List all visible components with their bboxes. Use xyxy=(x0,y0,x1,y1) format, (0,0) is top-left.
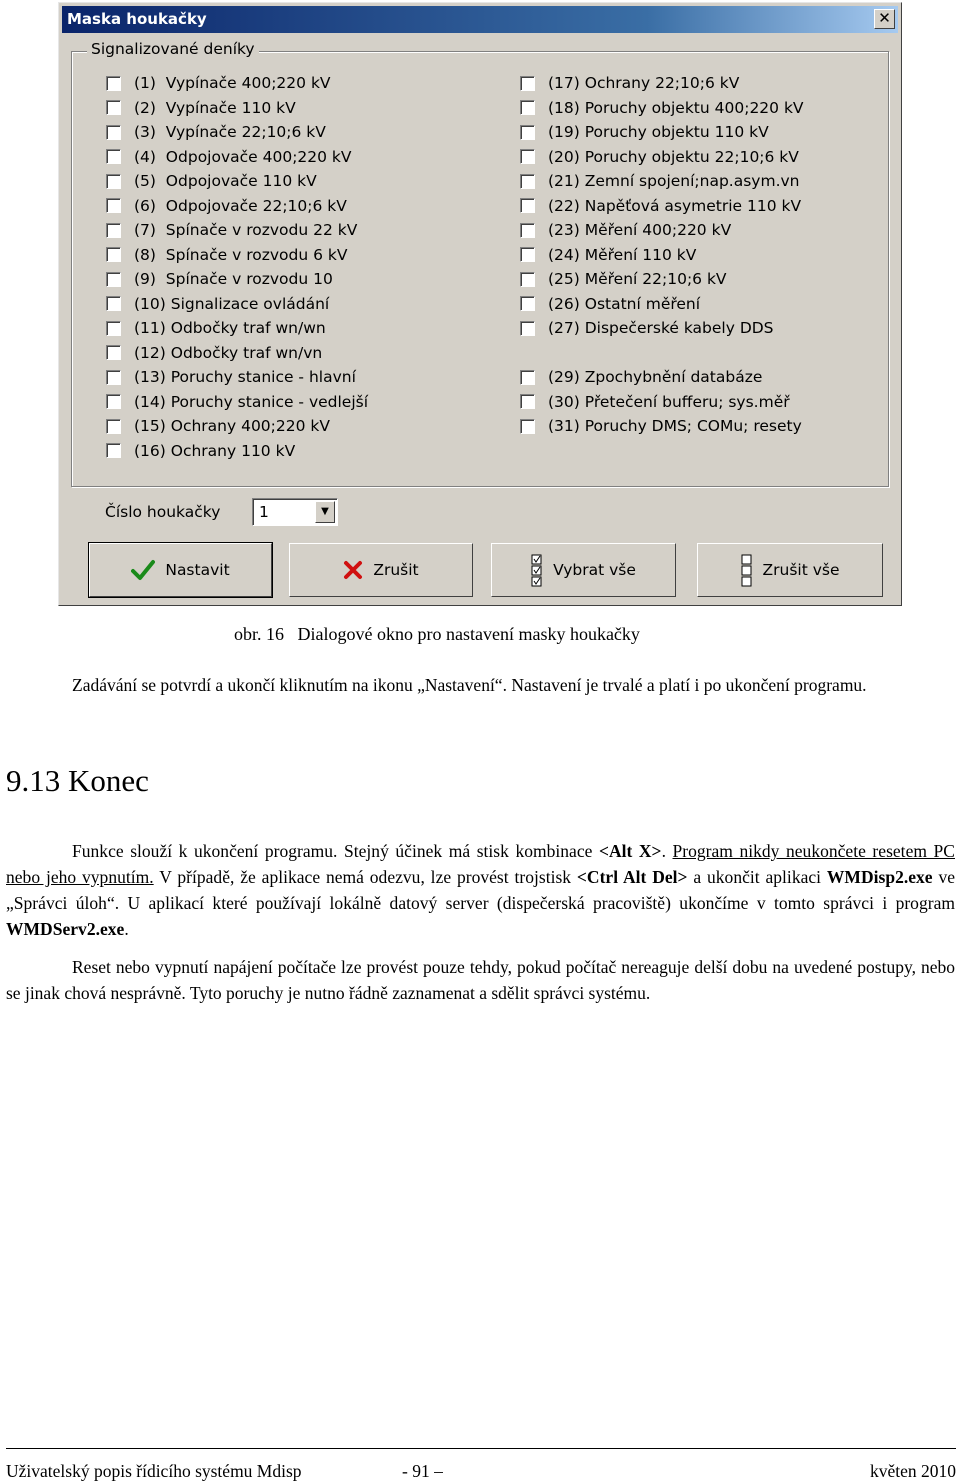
checkbox-label: (1) Vypínače 400;220 kV xyxy=(134,74,331,92)
left-checkbox-row[interactable] xyxy=(106,342,322,364)
zrusit-button[interactable] xyxy=(289,543,473,597)
footer-page-number: - 91 – xyxy=(402,1461,443,1481)
right-checkbox-row[interactable] xyxy=(520,391,790,413)
checkbox[interactable] xyxy=(106,394,121,409)
cancel-x-icon xyxy=(343,560,363,580)
right-checkbox-row[interactable] xyxy=(520,366,762,388)
p2-alt-x: <Alt X> xyxy=(598,841,662,861)
p2-wmdisp: WMDisp2.exe xyxy=(826,867,933,887)
right-checkbox-row[interactable] xyxy=(520,146,799,168)
left-checkbox-row[interactable] xyxy=(106,195,347,217)
right-checkbox-row[interactable] xyxy=(520,244,696,266)
checkbox-label: (7) Spínače v rozvodu 22 kV xyxy=(134,221,358,239)
section-heading: 9.13 Konec xyxy=(6,763,149,798)
checkbox[interactable] xyxy=(520,174,535,189)
footer-right: květen 2010 xyxy=(869,1461,956,1481)
vybrat-vse-button[interactable] xyxy=(491,543,676,597)
p2-text-b: . xyxy=(661,841,673,861)
close-button[interactable]: ✕ xyxy=(874,9,895,29)
paragraph-1: Zadávání se potvrdí a ukončí kliknutím na ikonu „Nastavení“. Nastavení je trvalé a platí i po ukončení programu. xyxy=(72,675,867,695)
checkbox[interactable] xyxy=(520,198,535,213)
p2-ctrl-alt-del: <Ctrl Alt Del> xyxy=(576,867,688,887)
checkbox[interactable] xyxy=(106,272,121,287)
right-checkbox-row[interactable] xyxy=(520,170,800,192)
figure-caption: obr. 16 Dialogové okno pro nastavení masky houkačky xyxy=(234,624,640,644)
checkbox-label: (13) Poruchy stanice - hlavní xyxy=(134,368,356,386)
checkbox-label: (11) Odbočky traf wn/wn xyxy=(134,319,326,337)
checkbox[interactable] xyxy=(106,370,121,385)
dialog-window xyxy=(58,2,902,606)
cislo-houkacky-label: Číslo houkačky xyxy=(105,503,221,521)
checkbox-label: (18) Poruchy objektu 400;220 kV xyxy=(548,98,804,117)
checkbox-label: (23) Měření 400;220 kV xyxy=(548,221,732,239)
checkbox[interactable] xyxy=(520,296,535,311)
right-checkbox-row[interactable] xyxy=(520,97,804,119)
checkbox-label: (26) Ostatní měření xyxy=(548,294,701,313)
p2-text-f: . xyxy=(124,919,129,939)
checkbox[interactable] xyxy=(106,223,121,238)
right-checkbox-row[interactable] xyxy=(520,195,801,217)
checkbox-label: (14) Poruchy stanice - vedlejší xyxy=(134,392,369,411)
p2-warning-underline: Program nikdy neukončete resetem PC nebo jeho vypnutím. xyxy=(6,841,955,887)
left-checkbox-row[interactable] xyxy=(106,415,330,437)
checkbox-label: (30) Přetečení bufferu; sys.měř xyxy=(548,392,790,411)
left-checkbox-row[interactable] xyxy=(106,72,331,94)
left-checkbox-row[interactable] xyxy=(106,170,317,192)
left-checkbox-row[interactable] xyxy=(106,97,296,119)
zrusit-label: Zrušit xyxy=(373,561,419,579)
left-checkbox-row[interactable] xyxy=(106,440,295,462)
checkbox-label: (9) Spínače v rozvodu 10 xyxy=(134,270,333,288)
select-value: 1 xyxy=(259,503,269,521)
nastavit-button[interactable] xyxy=(89,543,272,597)
checkbox-label: (21) Zemní spojení;nap.asym.vn xyxy=(548,172,800,190)
left-checkbox-row[interactable] xyxy=(106,146,352,168)
left-checkbox-row[interactable] xyxy=(106,244,347,266)
checkbox[interactable] xyxy=(106,125,121,140)
right-checkbox-row[interactable] xyxy=(520,415,802,437)
group-label: Signalizované deníky xyxy=(87,40,259,58)
checkbox-label: (8) Spínače v rozvodu 6 kV xyxy=(134,245,348,264)
checkbox-label: (31) Poruchy DMS; COMu; resety xyxy=(548,417,802,435)
left-checkbox-row[interactable] xyxy=(106,366,356,388)
footer-divider xyxy=(6,1448,956,1449)
left-checkbox-row[interactable] xyxy=(106,219,357,241)
paragraph-2 xyxy=(6,838,955,942)
p2-wmdserv: WMDServ2.exe xyxy=(6,919,125,939)
checkbox[interactable] xyxy=(520,370,535,385)
checkbox[interactable] xyxy=(106,149,121,164)
right-checkbox-row[interactable] xyxy=(520,317,774,339)
left-checkbox-row[interactable] xyxy=(106,293,329,315)
checkbox[interactable] xyxy=(106,345,121,360)
p2-text-c: V případě, že aplikace nemá odezvu, lze provést trojstisk xyxy=(153,867,577,887)
checkbox[interactable] xyxy=(520,223,535,238)
zrusit-vse-label: Zrušit vše xyxy=(762,561,840,579)
checkbox-label: (22) Napěťová asymetrie 110 kV xyxy=(548,196,802,215)
right-checkbox-row[interactable] xyxy=(520,268,727,290)
checkbox[interactable] xyxy=(520,394,535,409)
right-checkbox-row[interactable] xyxy=(520,219,731,241)
left-checkbox-row[interactable] xyxy=(106,317,326,339)
checkbox-label: (12) Odbočky traf wn/vn xyxy=(134,343,323,362)
checkbox-label: (15) Ochrany 400;220 kV xyxy=(134,417,330,435)
checkbox[interactable] xyxy=(106,247,121,262)
cislo-houkacky-select[interactable] xyxy=(252,498,338,526)
checkbox-label: (25) Měření 22;10;6 kV xyxy=(548,270,727,288)
checkbox-label: (2) Vypínače 110 kV xyxy=(134,98,296,117)
checkbox-label: (24) Měření 110 kV xyxy=(548,245,697,264)
checkbox[interactable] xyxy=(106,296,121,311)
checkbox-label: (29) Zpochybnění databáze xyxy=(548,368,763,386)
dialog-title: Maska houkačky xyxy=(67,10,207,28)
left-checkbox-row[interactable] xyxy=(106,268,333,290)
checkbox-label: (20) Poruchy objektu 22;10;6 kV xyxy=(548,147,799,166)
chevron-down-icon[interactable]: ▼ xyxy=(315,501,335,523)
p2-text-e: ve „Správci úloh“. U aplikací které používají lokálně datový server (dispečerská pracoviště) ukončíme v tomto správci i program xyxy=(6,867,955,913)
checkbox-label: (6) Odpojovače 22;10;6 kV xyxy=(134,196,347,215)
checkbox-label: (27) Dispečerské kabely DDS xyxy=(548,319,774,337)
checkbox[interactable] xyxy=(520,321,535,336)
checked-boxes-icon xyxy=(531,553,543,587)
checkbox[interactable] xyxy=(106,100,121,115)
zrusit-vse-button[interactable] xyxy=(697,543,883,597)
checkbox[interactable] xyxy=(520,247,535,262)
checkbox[interactable] xyxy=(106,443,121,458)
p2-text-d: a ukončit aplikaci xyxy=(687,867,827,887)
nastavit-label: Nastavit xyxy=(165,561,230,579)
checkbox[interactable] xyxy=(520,100,535,115)
checkbox[interactable] xyxy=(106,419,121,434)
left-checkbox-row[interactable] xyxy=(106,391,368,413)
paragraph-3: Reset nebo vypnutí napájení počítače lze provést pouze tehdy, pokud počítač nereaguje delší dobu na uvedené postupy, nebo se jinak chová nesprávně. Tyto poruchy je nutno řádně zaznamenat a sdělit správci systému. xyxy=(6,957,955,1003)
right-checkbox-row[interactable] xyxy=(520,72,739,94)
checkbox-label: (16) Ochrany 110 kV xyxy=(134,441,296,460)
checkbox[interactable] xyxy=(520,76,535,91)
left-checkbox-row[interactable] xyxy=(106,121,326,143)
checkbox-label: (19) Poruchy objektu 110 kV xyxy=(548,123,769,141)
vybrat-vse-label: Vybrat vše xyxy=(553,561,636,579)
footer-left: Uživatelský popis řídicího systému Mdisp xyxy=(6,1461,302,1481)
dialog-titlebar xyxy=(62,6,898,33)
checkbox[interactable] xyxy=(520,125,535,140)
checkbox[interactable] xyxy=(106,76,121,91)
checkbox-label: (3) Vypínače 22;10;6 kV xyxy=(134,123,326,141)
checkbox[interactable] xyxy=(106,321,121,336)
right-checkbox-row[interactable] xyxy=(520,121,769,143)
checkmark-icon xyxy=(131,559,155,581)
checkbox[interactable] xyxy=(106,174,121,189)
checkbox[interactable] xyxy=(520,272,535,287)
checkbox-label: (10) Signalizace ovládání xyxy=(134,294,330,313)
checkbox[interactable] xyxy=(520,149,535,164)
checkbox-label: (5) Odpojovače 110 kV xyxy=(134,172,317,190)
unchecked-boxes-icon xyxy=(741,553,753,587)
checkbox[interactable] xyxy=(106,198,121,213)
checkbox-label: (17) Ochrany 22;10;6 kV xyxy=(548,74,740,92)
checkbox[interactable] xyxy=(520,419,535,434)
p2-text-a: Funkce slouží k ukončení programu. Stejný účinek má stisk kombinace xyxy=(72,841,599,861)
checkbox-label: (4) Odpojovače 400;220 kV xyxy=(134,147,352,166)
right-checkbox-row[interactable] xyxy=(520,293,700,315)
